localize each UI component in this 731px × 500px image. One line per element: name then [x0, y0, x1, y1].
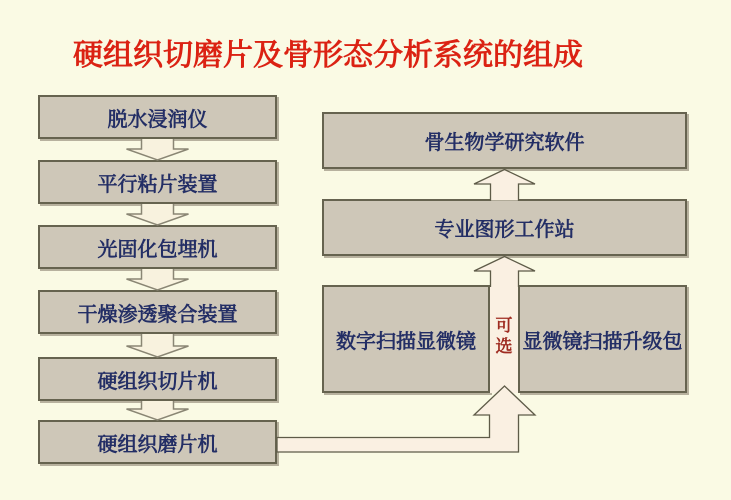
flow-box-digital-scanning-microscope: 数字扫描显微镜 [322, 285, 490, 393]
optional-channel [490, 286, 518, 393]
down-arrow-2 [127, 204, 189, 225]
up-arrow-to-workstation [474, 257, 535, 288]
flow-box-dehydration-infiltration: 脱水浸润仪 [38, 95, 277, 139]
down-arrow-1 [127, 139, 189, 160]
optional-label: 可选 [495, 316, 513, 356]
flow-box-graphics-workstation: 专业图形工作站 [322, 199, 687, 256]
diagram-title: 硬组织切磨片及骨形态分析系统的组成 [73, 39, 583, 72]
flow-box-light-curing-embedding: 光固化包埋机 [38, 225, 277, 269]
flow-box-drying-polymerization-device: 干燥渗透聚合装置 [38, 290, 277, 334]
flow-box-microscope-scanning-upgrade: 显微镜扫描升级包 [518, 285, 687, 393]
bar-and-up-arrow-from-grinder [277, 386, 535, 452]
flow-box-hard-tissue-microtome: 硬组织切片机 [38, 357, 277, 401]
down-arrow-4 [127, 334, 189, 357]
flow-box-parallel-bonding-device: 平行粘片装置 [38, 160, 277, 204]
flow-box-bone-biology-software: 骨生物学研究软件 [322, 112, 687, 169]
up-arrow-to-software [474, 170, 535, 201]
flow-box-hard-tissue-grinder: 硬组织磨片机 [38, 420, 277, 464]
down-arrow-3 [127, 269, 189, 290]
down-arrow-5 [127, 401, 189, 420]
